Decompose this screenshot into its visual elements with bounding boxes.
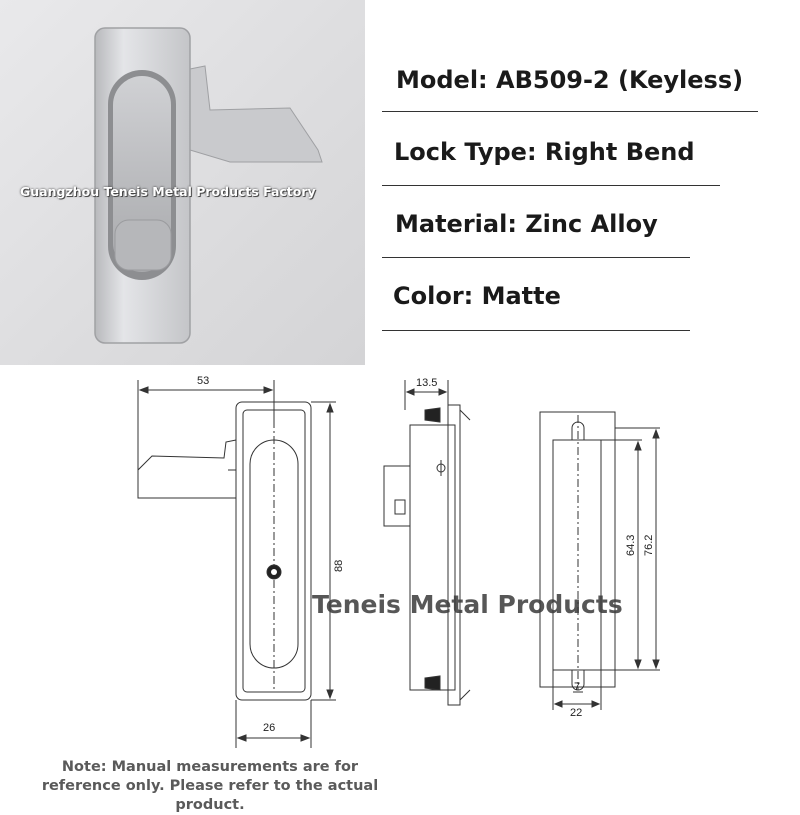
dim-side-depth: 13.5 xyxy=(416,377,438,389)
divider xyxy=(382,111,758,112)
drawing-watermark: Teneis Metal Products xyxy=(312,590,623,619)
side-view xyxy=(384,380,470,705)
dim-height: 88 xyxy=(333,559,345,572)
divider xyxy=(382,185,720,186)
spec-color: Color: Matte xyxy=(393,282,561,310)
spec-material: Material: Zinc Alloy xyxy=(395,210,658,238)
dim-back-slot: 7 xyxy=(574,681,581,693)
dim-body-width: 26 xyxy=(263,722,276,734)
dim-back-width: 22 xyxy=(570,707,583,719)
divider xyxy=(382,330,690,331)
latch-tongue xyxy=(185,66,322,162)
measurement-note: Note: Manual measurements are for reference only. Please refer to the actual product. xyxy=(41,759,379,813)
front-view xyxy=(138,380,336,748)
dim-back-outer: 76.2 xyxy=(643,534,655,556)
spec-model: Model: AB509-2 (Keyless) xyxy=(396,66,744,94)
lock-photo-illustration xyxy=(0,0,365,365)
back-view xyxy=(540,412,660,710)
dim-width-overall: 53 xyxy=(197,375,210,387)
photo-watermark: Guangzhou Teneis Metal Products Factory xyxy=(20,184,316,199)
dim-back-inner: 64.3 xyxy=(625,534,637,556)
divider xyxy=(382,257,690,258)
spec-lock-type: Lock Type: Right Bend xyxy=(394,138,695,166)
product-photo xyxy=(0,0,365,365)
technical-drawing xyxy=(0,365,800,800)
push-button xyxy=(115,220,171,270)
